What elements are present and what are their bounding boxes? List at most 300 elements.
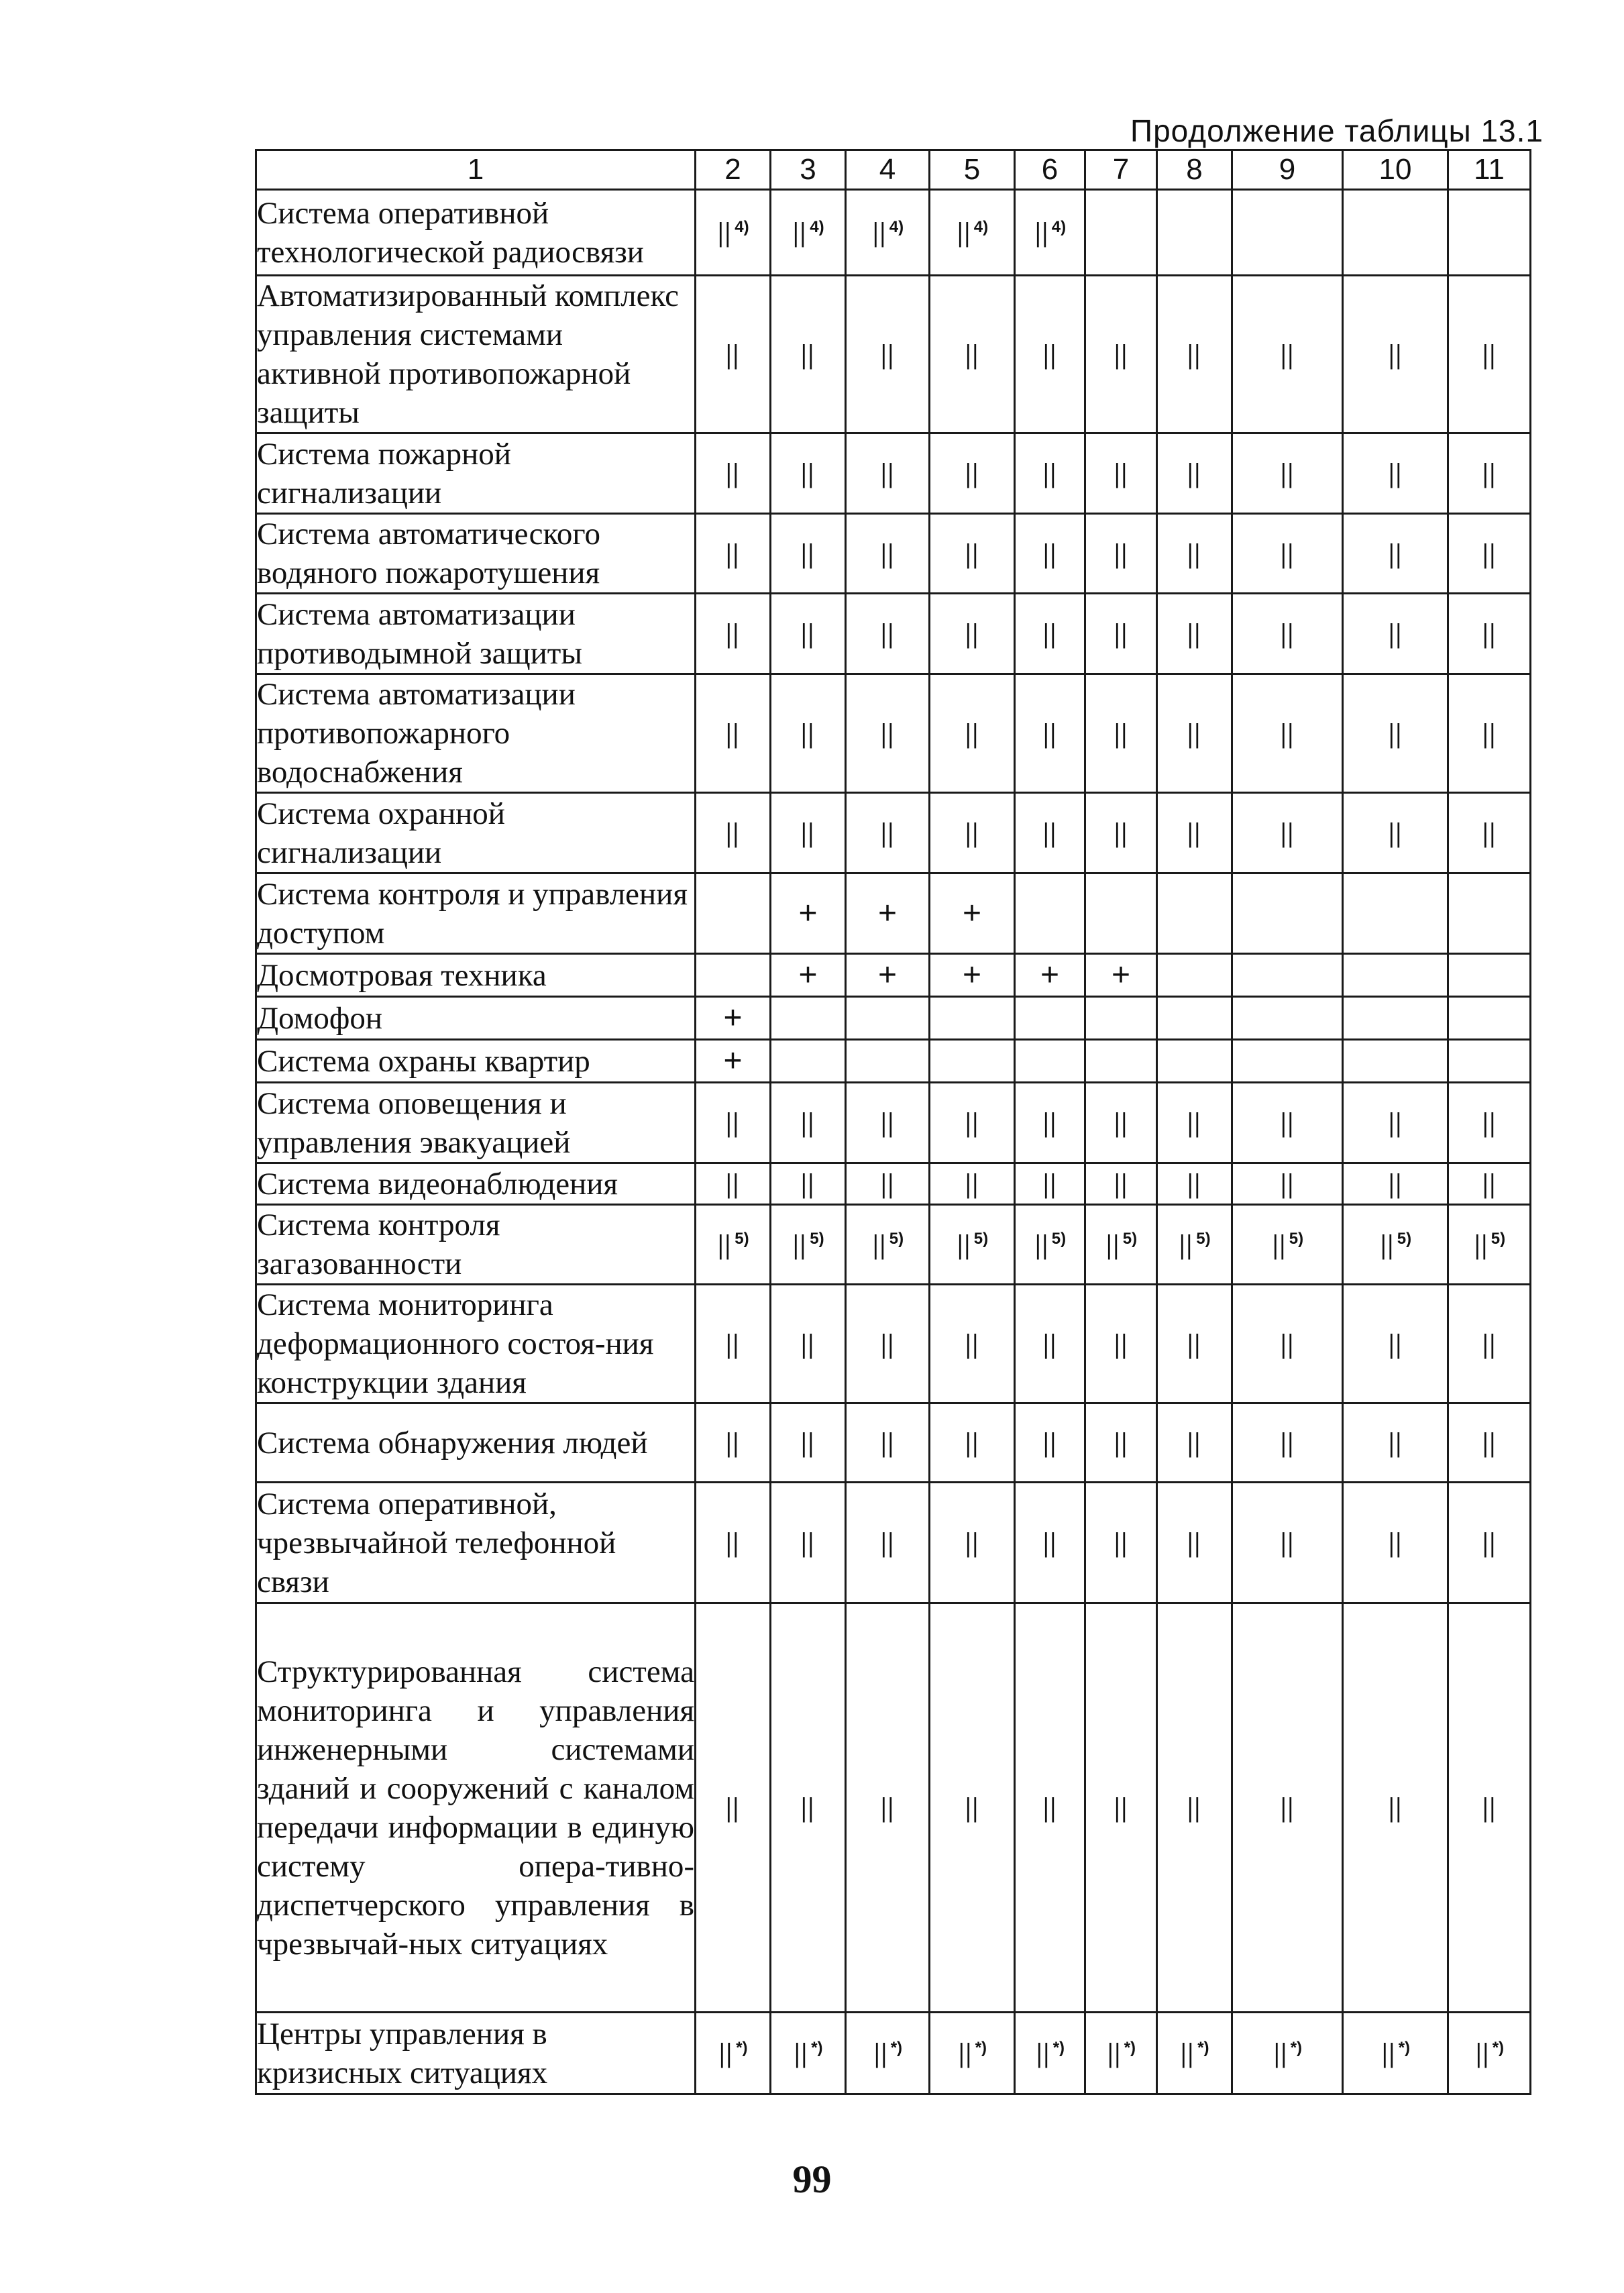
mark-cell bbox=[1343, 514, 1448, 594]
mark-cell bbox=[1157, 1285, 1232, 1403]
bars-mark: || bbox=[718, 218, 733, 248]
mark-cell bbox=[1015, 1285, 1085, 1403]
mark-cell bbox=[1343, 276, 1448, 433]
bars-mark: || bbox=[800, 718, 816, 749]
bars-mark: || bbox=[1114, 1428, 1128, 1458]
bars-mark: || bbox=[1114, 818, 1128, 848]
mark-cell bbox=[1015, 793, 1085, 873]
table-row bbox=[256, 1205, 1531, 1285]
mark-cell bbox=[696, 594, 771, 674]
mark-cell bbox=[1343, 674, 1448, 793]
mark-cell bbox=[696, 433, 771, 514]
footnote-mark: *) bbox=[1290, 2038, 1303, 2057]
footnote-mark: 5) bbox=[810, 1230, 824, 1248]
bars-mark: || bbox=[718, 1230, 733, 1260]
bars-mark: || bbox=[872, 1230, 887, 1260]
bars-mark: || bbox=[725, 718, 741, 749]
bars-mark: || bbox=[880, 718, 895, 749]
mark-cell bbox=[696, 2013, 771, 2094]
mark-cell bbox=[930, 1483, 1015, 1603]
footnote-mark: *) bbox=[1197, 2038, 1209, 2057]
bars-mark: || bbox=[1114, 1329, 1128, 1359]
footnote-mark: 5) bbox=[1289, 1230, 1304, 1248]
bars-mark: || bbox=[880, 1108, 895, 1138]
bars-mark: || bbox=[800, 459, 816, 488]
mark-cell bbox=[930, 1040, 1015, 1083]
mark-cell bbox=[846, 997, 930, 1040]
mark-cell bbox=[771, 873, 846, 954]
mark-cell bbox=[1448, 276, 1531, 433]
bars-mark: || bbox=[1107, 2039, 1122, 2068]
bars-mark: || bbox=[1187, 1108, 1202, 1138]
plus-mark: + bbox=[798, 896, 818, 931]
mark-cell bbox=[1232, 514, 1343, 594]
mark-cell bbox=[1232, 594, 1343, 674]
mark-cell bbox=[1232, 1603, 1343, 2013]
bars-mark: || bbox=[1280, 1528, 1295, 1558]
bars-mark: || bbox=[1280, 818, 1295, 848]
bars-mark: || bbox=[880, 339, 895, 370]
bars-mark: || bbox=[800, 1169, 816, 1199]
bars-mark: || bbox=[1181, 2039, 1195, 2068]
mark-cell bbox=[1232, 2013, 1343, 2094]
bars-mark: || bbox=[965, 539, 979, 569]
bars-mark: || bbox=[1187, 818, 1202, 848]
mark-cell bbox=[1448, 514, 1531, 594]
column-header-4: 4 bbox=[846, 150, 930, 190]
table-row bbox=[256, 1603, 1531, 2013]
bars-mark: || bbox=[880, 1428, 895, 1458]
bars-mark: || bbox=[725, 1169, 741, 1199]
footnote-mark: 5) bbox=[1196, 1230, 1211, 1248]
mark-cell bbox=[930, 1603, 1015, 2013]
mark-cell bbox=[771, 1040, 846, 1083]
mark-cell bbox=[1343, 1603, 1448, 2013]
footnote-mark: 5) bbox=[1122, 1230, 1138, 1248]
mark-cell bbox=[846, 1083, 930, 1163]
mark-cell bbox=[1015, 1040, 1085, 1083]
bars-mark: || bbox=[958, 2039, 973, 2068]
bars-mark: || bbox=[1388, 1528, 1403, 1558]
bars-mark: || bbox=[1482, 1793, 1497, 1823]
mark-cell bbox=[930, 954, 1015, 997]
mark-cell bbox=[1343, 997, 1448, 1040]
mark-cell bbox=[1232, 793, 1343, 873]
table-row bbox=[256, 1163, 1531, 1205]
mark-cell bbox=[1448, 594, 1531, 674]
mark-cell bbox=[1085, 190, 1157, 276]
mark-cell bbox=[1157, 1603, 1232, 2013]
mark-cell bbox=[771, 954, 846, 997]
mark-cell bbox=[846, 276, 930, 433]
mark-cell bbox=[696, 1040, 771, 1083]
mark-cell bbox=[846, 1483, 930, 1603]
table-row bbox=[256, 954, 1531, 997]
bars-mark: || bbox=[1273, 2039, 1288, 2068]
column-header-9: 9 bbox=[1232, 150, 1343, 190]
table-row bbox=[256, 594, 1531, 674]
mark-cell bbox=[846, 1285, 930, 1403]
mark-cell bbox=[930, 433, 1015, 514]
bars-mark: || bbox=[725, 459, 741, 488]
bars-mark: || bbox=[719, 2039, 734, 2068]
bars-mark: || bbox=[880, 1793, 895, 1823]
mark-cell bbox=[1015, 1603, 1085, 2013]
mark-cell bbox=[930, 1403, 1015, 1483]
mark-cell bbox=[1232, 1163, 1343, 1205]
mark-cell bbox=[1448, 190, 1531, 276]
mark-cell bbox=[1157, 1205, 1232, 1285]
mark-cell bbox=[771, 1163, 846, 1205]
mark-cell bbox=[1157, 594, 1232, 674]
bars-mark: || bbox=[1187, 539, 1202, 569]
column-header-10: 10 bbox=[1343, 150, 1448, 190]
bars-mark: || bbox=[793, 218, 808, 248]
mark-cell bbox=[771, 276, 846, 433]
mark-cell bbox=[1015, 997, 1085, 1040]
mark-cell bbox=[1015, 954, 1085, 997]
mark-cell bbox=[1343, 1403, 1448, 1483]
bars-mark: || bbox=[1114, 339, 1128, 370]
mark-cell bbox=[1015, 1205, 1085, 1285]
page-number: 99 bbox=[792, 2157, 832, 2201]
mark-cell bbox=[1448, 954, 1531, 997]
bars-mark: || bbox=[1280, 339, 1295, 370]
footnote-mark: 5) bbox=[889, 1230, 904, 1248]
bars-mark: || bbox=[725, 619, 741, 649]
mark-cell bbox=[930, 873, 1015, 954]
mark-cell bbox=[1343, 1083, 1448, 1163]
mark-cell bbox=[1085, 594, 1157, 674]
mark-cell bbox=[771, 1083, 846, 1163]
bars-mark: || bbox=[1280, 1108, 1295, 1138]
bars-mark: || bbox=[1482, 1329, 1497, 1359]
plus-mark: + bbox=[723, 1043, 743, 1079]
mark-cell bbox=[696, 954, 771, 997]
mark-cell bbox=[930, 514, 1015, 594]
bars-mark: || bbox=[965, 1329, 979, 1359]
column-header-3: 3 bbox=[771, 150, 846, 190]
bars-mark: || bbox=[725, 1793, 741, 1823]
bars-mark: || bbox=[1036, 2039, 1050, 2068]
mark-cell bbox=[930, 594, 1015, 674]
mark-cell bbox=[696, 1083, 771, 1163]
bars-mark: || bbox=[1114, 539, 1128, 569]
bars-mark: || bbox=[965, 718, 979, 749]
mark-cell bbox=[1448, 1403, 1531, 1483]
table-caption: Продолжение таблицы 13.1 bbox=[1130, 113, 1544, 148]
bars-mark: || bbox=[1388, 1793, 1403, 1823]
system-name: Система автоматизации противопожарного водоснабжения bbox=[256, 674, 696, 793]
mark-cell bbox=[1448, 1083, 1531, 1163]
mark-cell bbox=[1085, 1205, 1157, 1285]
bars-mark: || bbox=[1187, 619, 1202, 649]
mark-cell bbox=[846, 190, 930, 276]
bars-mark: || bbox=[1280, 1793, 1295, 1823]
table-row bbox=[256, 1403, 1531, 1483]
bars-mark: || bbox=[1482, 818, 1497, 848]
system-name: Система оперативной технологической радиосвязи bbox=[256, 190, 696, 276]
footnote-mark: 5) bbox=[973, 1230, 989, 1248]
mark-cell bbox=[1232, 1205, 1343, 1285]
mark-cell bbox=[1157, 873, 1232, 954]
bars-mark: || bbox=[880, 818, 895, 848]
mark-cell bbox=[930, 276, 1015, 433]
mark-cell bbox=[696, 1403, 771, 1483]
mark-cell bbox=[1232, 1285, 1343, 1403]
bars-mark: || bbox=[880, 539, 895, 569]
mark-cell bbox=[1015, 2013, 1085, 2094]
plus-mark: + bbox=[962, 957, 982, 993]
mark-cell bbox=[1015, 1163, 1085, 1205]
footnote-mark: 5) bbox=[735, 1230, 749, 1248]
bars-mark: || bbox=[1042, 1793, 1057, 1823]
bars-mark: || bbox=[725, 339, 741, 370]
bars-mark: || bbox=[1474, 1230, 1488, 1260]
bars-mark: || bbox=[1475, 2039, 1490, 2068]
system-name: Автоматизированный комплекс управления системами активной противопожарной защиты bbox=[256, 276, 696, 433]
system-name: Система охранной сигнализации bbox=[256, 793, 696, 873]
mark-cell bbox=[1232, 276, 1343, 433]
mark-cell bbox=[1085, 1040, 1157, 1083]
mark-cell bbox=[1085, 1483, 1157, 1603]
bars-mark: || bbox=[880, 1528, 895, 1558]
mark-cell bbox=[1232, 1083, 1343, 1163]
bars-mark: || bbox=[800, 1108, 816, 1138]
bars-mark: || bbox=[1388, 619, 1403, 649]
bars-mark: || bbox=[1042, 619, 1057, 649]
mark-cell bbox=[1085, 514, 1157, 594]
column-header-7: 7 bbox=[1085, 150, 1157, 190]
bars-mark: || bbox=[1388, 1169, 1403, 1199]
bars-mark: || bbox=[1114, 718, 1128, 749]
mark-cell bbox=[1085, 276, 1157, 433]
system-name: Структурированная система мониторинга и управления инженерными системами зданий и сооружений с каналом передачи информации в единую систему опера-тивно-диспетчерского управления в чрезвычай-ных ситуациях bbox=[256, 1603, 696, 2013]
mark-cell bbox=[1448, 1603, 1531, 2013]
mark-cell bbox=[1343, 793, 1448, 873]
footnote-mark: 4) bbox=[810, 217, 824, 236]
bars-mark: || bbox=[1388, 539, 1403, 569]
bars-mark: || bbox=[1388, 339, 1403, 370]
mark-cell bbox=[771, 514, 846, 594]
bars-mark: || bbox=[725, 818, 741, 848]
plus-mark: + bbox=[798, 957, 818, 993]
mark-cell bbox=[1448, 1483, 1531, 1603]
bars-mark: || bbox=[725, 539, 741, 569]
bars-mark: || bbox=[1280, 1428, 1295, 1458]
column-header-11: 11 bbox=[1448, 150, 1531, 190]
footnote-mark: *) bbox=[1398, 2038, 1411, 2057]
mark-cell bbox=[1157, 1483, 1232, 1603]
table-row bbox=[256, 997, 1531, 1040]
bars-mark: || bbox=[1187, 1428, 1202, 1458]
plus-mark: + bbox=[1040, 957, 1060, 993]
plus-mark: + bbox=[877, 957, 898, 993]
mark-cell bbox=[771, 2013, 846, 2094]
bars-mark: || bbox=[1042, 339, 1057, 370]
mark-cell bbox=[771, 793, 846, 873]
plus-mark: + bbox=[877, 896, 898, 931]
plus-mark: + bbox=[1111, 957, 1131, 993]
footnote-mark: 5) bbox=[1051, 1230, 1067, 1248]
bars-mark: || bbox=[1380, 1230, 1395, 1260]
bars-mark: || bbox=[800, 1528, 816, 1558]
mark-cell bbox=[846, 954, 930, 997]
bars-mark: || bbox=[965, 339, 979, 370]
footnote-mark: *) bbox=[1492, 2038, 1505, 2057]
bars-mark: || bbox=[1187, 1169, 1202, 1199]
bars-mark: || bbox=[1280, 718, 1295, 749]
mark-cell bbox=[696, 1603, 771, 2013]
mark-cell bbox=[1343, 190, 1448, 276]
mark-cell bbox=[1232, 997, 1343, 1040]
mark-cell bbox=[771, 1603, 846, 2013]
table-row bbox=[256, 793, 1531, 873]
mark-cell bbox=[1343, 873, 1448, 954]
table-row bbox=[256, 433, 1531, 514]
mark-cell bbox=[1085, 674, 1157, 793]
system-name: Система мониторинга деформационного состоя-ния конструкции здания bbox=[256, 1285, 696, 1403]
mark-cell bbox=[1448, 793, 1531, 873]
column-header-1: 1 bbox=[256, 150, 696, 190]
system-name: Система охраны квартир bbox=[256, 1040, 696, 1083]
mark-cell bbox=[846, 873, 930, 954]
footnote-mark: 5) bbox=[1491, 1230, 1506, 1248]
bars-mark: || bbox=[1105, 1230, 1120, 1260]
mark-cell bbox=[1015, 514, 1085, 594]
bars-mark: || bbox=[1187, 1793, 1202, 1823]
bars-mark: || bbox=[1114, 459, 1128, 488]
plus-mark: + bbox=[723, 1000, 743, 1036]
bars-mark: || bbox=[725, 1329, 741, 1359]
mark-cell bbox=[846, 793, 930, 873]
mark-cell bbox=[1343, 954, 1448, 997]
mark-cell bbox=[771, 190, 846, 276]
mark-cell bbox=[1157, 1163, 1232, 1205]
mark-cell bbox=[1157, 514, 1232, 594]
bars-mark: || bbox=[800, 539, 816, 569]
bars-mark: || bbox=[965, 1428, 979, 1458]
mark-cell bbox=[1448, 674, 1531, 793]
mark-cell bbox=[1343, 1205, 1448, 1285]
mark-cell bbox=[1085, 1285, 1157, 1403]
bars-mark: || bbox=[800, 619, 816, 649]
mark-cell bbox=[771, 1403, 846, 1483]
mark-cell bbox=[1085, 997, 1157, 1040]
mark-cell bbox=[771, 997, 846, 1040]
bars-mark: || bbox=[1042, 1169, 1057, 1199]
mark-cell bbox=[696, 1163, 771, 1205]
mark-cell bbox=[930, 1083, 1015, 1163]
system-name: Центры управления в кризисных ситуациях bbox=[256, 2013, 696, 2094]
bars-mark: || bbox=[725, 1108, 741, 1138]
table-row bbox=[256, 873, 1531, 954]
column-header-6: 6 bbox=[1015, 150, 1085, 190]
mark-cell bbox=[930, 1205, 1015, 1285]
mark-cell bbox=[1343, 433, 1448, 514]
mark-cell bbox=[771, 674, 846, 793]
bars-mark: || bbox=[872, 218, 887, 248]
system-name: Система автоматического водяного пожаротушения bbox=[256, 514, 696, 594]
bars-mark: || bbox=[1034, 218, 1049, 248]
mark-cell bbox=[1015, 873, 1085, 954]
mark-cell bbox=[846, 1403, 930, 1483]
mark-cell bbox=[930, 1163, 1015, 1205]
mark-cell bbox=[1157, 1083, 1232, 1163]
mark-cell bbox=[1157, 1040, 1232, 1083]
mark-cell bbox=[846, 433, 930, 514]
footnote-mark: 4) bbox=[973, 217, 989, 236]
table-row bbox=[256, 276, 1531, 433]
mark-cell bbox=[1015, 1403, 1085, 1483]
bars-mark: || bbox=[965, 818, 979, 848]
system-name: Система контроля и управления доступом bbox=[256, 873, 696, 954]
bars-mark: || bbox=[1482, 459, 1497, 488]
bars-mark: || bbox=[1187, 459, 1202, 488]
mark-cell bbox=[930, 1285, 1015, 1403]
bars-mark: || bbox=[1114, 1793, 1128, 1823]
bars-mark: || bbox=[1042, 1528, 1057, 1558]
mark-cell bbox=[1232, 433, 1343, 514]
mark-cell bbox=[1085, 1163, 1157, 1205]
system-name: Система видеонаблюдения bbox=[256, 1163, 696, 1205]
mark-cell bbox=[1448, 997, 1531, 1040]
mark-cell bbox=[1157, 997, 1232, 1040]
mark-cell bbox=[1232, 1483, 1343, 1603]
mark-cell bbox=[1085, 1403, 1157, 1483]
table-body bbox=[256, 190, 1531, 2094]
mark-cell bbox=[1085, 2013, 1157, 2094]
table-row bbox=[256, 1285, 1531, 1403]
system-name: Система оперативной, чрезвычайной телефонной связи bbox=[256, 1483, 696, 1603]
mark-cell bbox=[696, 1285, 771, 1403]
bars-mark: || bbox=[1482, 1108, 1497, 1138]
mark-cell bbox=[696, 514, 771, 594]
mark-cell bbox=[1085, 433, 1157, 514]
bars-mark: || bbox=[1280, 1329, 1295, 1359]
mark-cell bbox=[846, 1603, 930, 2013]
mark-cell bbox=[1343, 2013, 1448, 2094]
mark-cell bbox=[1157, 276, 1232, 433]
mark-cell bbox=[696, 997, 771, 1040]
mark-cell bbox=[1343, 594, 1448, 674]
bars-mark: || bbox=[957, 1230, 971, 1260]
system-name: Домофон bbox=[256, 997, 696, 1040]
bars-mark: || bbox=[965, 1528, 979, 1558]
bars-mark: || bbox=[800, 818, 816, 848]
mark-cell bbox=[930, 997, 1015, 1040]
mark-cell bbox=[1343, 1163, 1448, 1205]
mark-cell bbox=[771, 1483, 846, 1603]
mark-cell bbox=[771, 433, 846, 514]
bars-mark: || bbox=[880, 1329, 895, 1359]
bars-mark: || bbox=[1042, 1329, 1057, 1359]
bars-mark: || bbox=[1042, 459, 1057, 488]
bars-mark: || bbox=[1114, 619, 1128, 649]
column-header-2: 2 bbox=[696, 150, 771, 190]
mark-cell bbox=[846, 1040, 930, 1083]
mark-cell bbox=[696, 873, 771, 954]
mark-cell bbox=[1343, 1040, 1448, 1083]
mark-cell bbox=[1448, 873, 1531, 954]
mark-cell bbox=[696, 674, 771, 793]
footnote-mark: *) bbox=[1052, 2038, 1065, 2057]
footnote-mark: *) bbox=[811, 2038, 823, 2057]
mark-cell bbox=[1015, 674, 1085, 793]
bars-mark: || bbox=[965, 1108, 979, 1138]
bars-mark: || bbox=[1187, 1528, 1202, 1558]
column-header-8: 8 bbox=[1157, 150, 1232, 190]
